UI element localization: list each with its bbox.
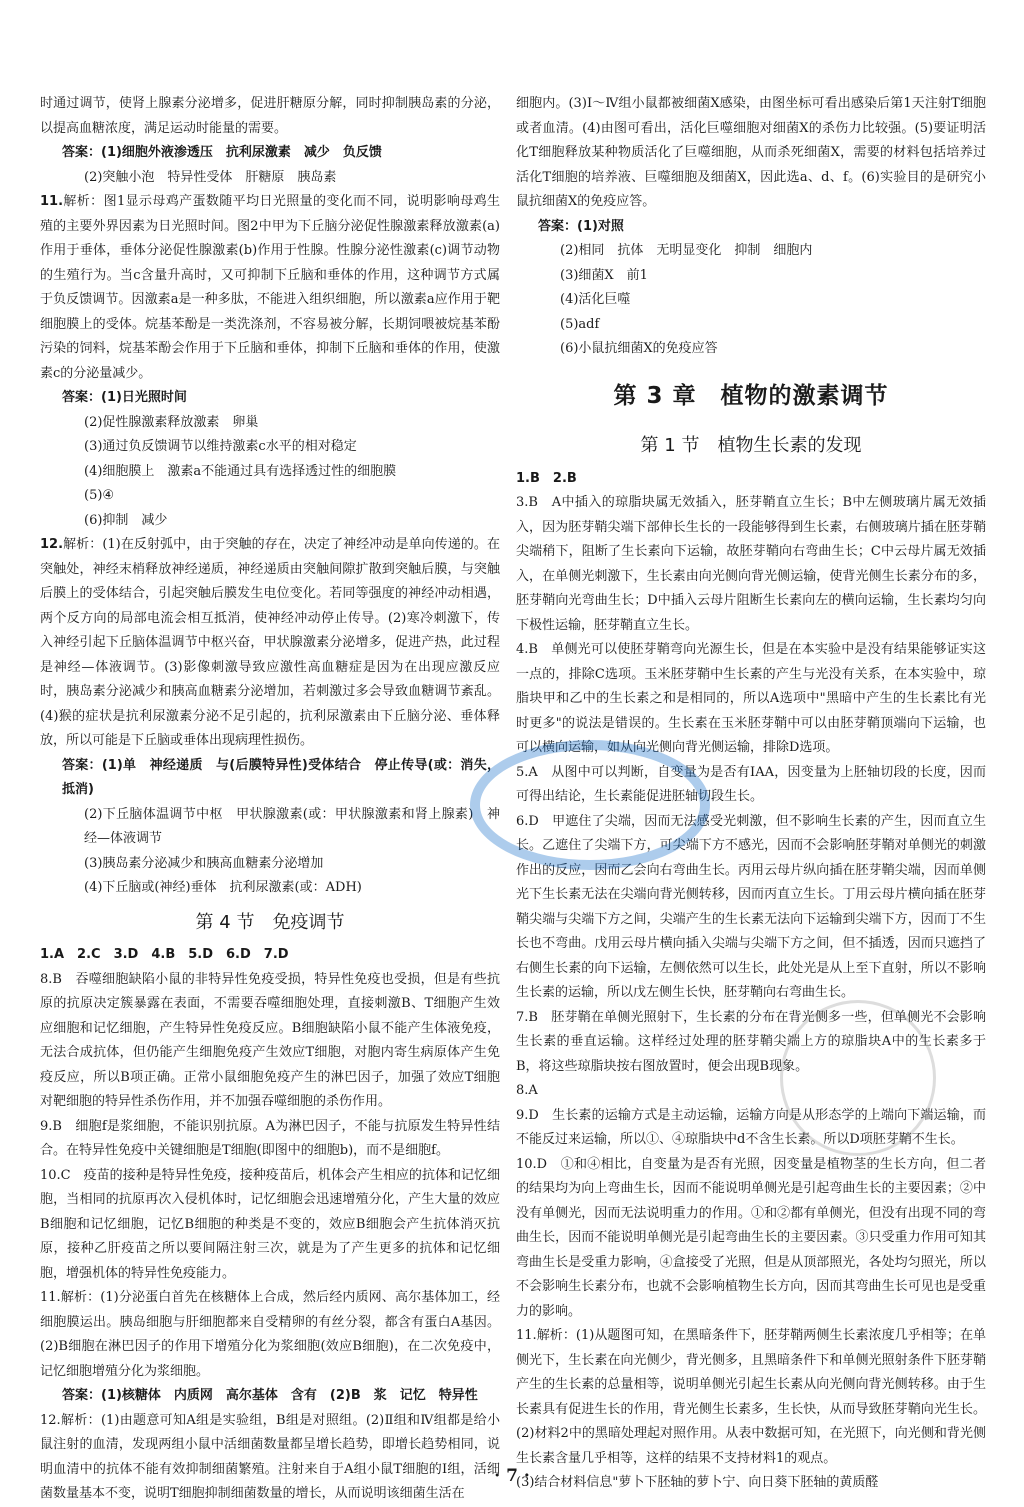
answer: (6)抑制 减少 [84, 512, 168, 528]
paragraph: 细胞内。(3)Ⅰ～Ⅳ组小鼠都被细菌X感染，由图坐标可看出感染后第1天注射T细胞或者血清。(4)由图可看出，活化巨噬细胞对细菌X的杀伤力比较强。(5)要证明活化T细胞释放某种物质活化了巨噬细胞，从而杀死细菌X，需要的材料包括培养过活化T细胞的培养液、巨噬细胞及细菌X，因此选a、d、f。(6)实验目的是研究小鼠抗细菌X的免疫应答。 [516, 96, 986, 209]
answer: 答案：(1)日光照时间 [62, 390, 187, 405]
answer: 答案：(1)单 神经递质 与(后膜特异性)受体结合 停止传导(或：消失，抵消) [62, 757, 500, 797]
section-heading: 第 4 节 免疫调节 [195, 911, 345, 933]
left-column [40, 92, 500, 1507]
question-11-b: 11.解析：(1)分泌蛋白首先在核糖体上合成，然后经内质网、高尔基体加工，经细胞膜运出。胰岛细胞与肝细胞都来自受精卵的有丝分裂，都含有蛋白A基因。(2)B细胞在淋巴因子的作用下增殖分化为浆细胞(效应B细胞)，在二次免疫中，记忆细胞增殖分化为浆细胞。 [40, 1290, 500, 1379]
question-3: 3.B A中插入的琼脂块属无效插入，胚芽鞘直立生长；B中左侧玻璃片属无效插入，因为胚芽鞘尖端下部伸长生长的一段能够得到生长素，右侧玻璃片插在胚芽鞘尖端稍下，阻断了生长素向下运输，故胚芽鞘向右弯曲生长；C中云母片属无效插入，在单侧光刺激下，生长素由向光侧向背光侧运输，使背光侧生长素分布的多，胚芽鞘向光弯曲生长；D中插入云母片阻断生长素向左的横向运输，生长素均匀向下极性运输，胚芽鞘直立生长。 [516, 495, 986, 633]
paragraph: 时通过调节，使肾上腺素分泌增多，促进肝糖原分解，同时抑制胰岛素的分泌，以提高血糖浓度，满足运动时能量的需要。 [40, 96, 500, 136]
answer: 答案：(1)核糖体 内质网 高尔基体 含有 (2)B 浆 记忆 特异性 [62, 1388, 478, 1403]
answer: (2)促性腺激素释放激素 卵巢 [84, 414, 259, 430]
watermark-logo [470, 740, 710, 870]
watermark-stamp [780, 1000, 936, 1156]
answer: (2)下丘脑体温调节中枢 甲状腺激素(或：甲状腺激素和肾上腺素) 神经—体液调节 [84, 806, 500, 846]
answer: (3)细菌X 前1 [560, 267, 648, 283]
question-8: 8.B 吞噬细胞缺陷小鼠的非特异性免疫受损，特异性免疫也受损，但是有些抗原的抗原决定簇暴露在表面，不需要吞噬细胞处理，直接刺激B、T细胞产生效应细胞和记忆细胞，产生特异性免疫反应。B细胞缺陷小鼠不能产生体液免疫，无法合成抗体，但仍能产生细胞免疫产生效应T细胞，对胞内寄生病原体产生免疫反应，所以B项正确。正常小鼠细胞免疫产生的淋巴因子，加强了效应T细胞对靶细胞的特异性杀伤作用，并不加强吞噬细胞的杀伤作用。 [40, 971, 500, 1109]
chapter-heading: 第 3 章 植物的激素调节 [613, 382, 889, 409]
question-11: 11.解析：(1)从题图可知，在黑暗条件下，胚芽鞘两侧生长素浓度几乎相等；在单侧光下，生长素在向光侧少，背光侧多，且黑暗条件下和单侧光照射条件下胚芽鞘产生的生长素的总量相等，说明单侧光引起生长素从向光侧向背光侧转移。由于生长素具有促进生长的作用，背光侧生长素多，生长快，从而导致胚芽鞘向光生长。(2)材料2中的黑暗处理起对照作用。从表中数据可知，在光照下，向光侧和背光侧生长素含量几乎相等，这样的结果不支持材料1的观点。 [516, 1328, 986, 1466]
question-9: 9.D 生长素的运输方式是主动运输，运输方向是从形态学的上端向下端运输，而不能反过来运输，所以①、④琼脂块中d不含生长素。所以D项胚芽鞘不生长。 [516, 1107, 986, 1147]
answer: 答案：(1)细胞外液渗透压 抗利尿激素 减少 负反馈 [62, 145, 382, 160]
answer: (6)小鼠抗细菌X的免疫应答 [560, 341, 718, 356]
answer: (2)相同 抗体 无明显变化 抑制 细胞内 [560, 243, 813, 258]
answer: (4)活化巨噬 [560, 292, 631, 307]
question-7: 7.B 胚芽鞘在单侧光照射下，生长素的分布在背光侧多一些，但单侧光不会影响生长素的垂直运输。这样经过处理的胚芽鞘尖端上方的琼脂块A中的生长素多于B，将这些琼脂块按右图放置时，便会出现B现象。 [516, 1009, 986, 1074]
section-heading: 第 1 节 植物生长素的发现 [640, 435, 862, 456]
question-number: 11. [40, 194, 64, 209]
question-12 [40, 533, 500, 754]
question-text: 解析：图1显示母鸡产蛋数随平均日光照量的变化而不同，说明影响母鸡生殖的主要外界因素为日光照时间。图2中甲为下丘脑分泌促性腺激素释放激素(a)作用于垂体，垂体分泌促性腺激素(b)作用于性腺。性腺分泌性激素(c)调节动物的生殖行为。当c含量升高时，又可抑制下丘脑和垂体的作用，这种调节方式属于负反馈调节。因激素a是一种多肽，不能进入组织细胞，所以激素a应作用于靶细胞膜上的受体。烷基苯酚是一类洗涤剂，不容易被分解，长期饲喂被烷基苯酚污染的饲料，烷基苯酚会作用于下丘脑和垂体，抑制下丘脑和垂体的作用，使激素c的分泌量减少。 [40, 194, 500, 381]
question-9: 9.B 细胞f是浆细胞，不能识别抗原。A为淋巴因子，不能与抗原发生特异性结合。在特异性免疫中关键细胞是T细胞(即图中的细胞b)，而不是细胞f。 [40, 1118, 500, 1158]
question-text: 解析：(1)在反射弧中，由于突触的存在，决定了神经冲动是单向传递的。在突触处，神经末梢释放神经递质，神经递质由突触间隙扩散到突触后膜，与突触后膜上的受体结合，引起突触后膜发生电位变化。若同等强度的神经冲动相遇，两个反方向的局部电流会相互抵消，使神经冲动停止传导。(2)寒冷刺激下，传入神经引起下丘脑体温调节中枢兴奋，甲状腺激素分泌增多，促进产热，此过程是神经—体液调节。(3)影像刺激导致应激性高血糖症是因为在出现应激反应时，胰岛素分泌减少和胰高血糖素分泌增加，若刺激过多会导致血糖调节紊乱。(4)猴的症状是抗利尿激素分泌不足引起的，抗利尿激素由下丘脑分泌、垂体释放，所以可能是下丘脑或垂体出现病理性损伤。 [40, 537, 500, 748]
answer: (4)下丘脑或(神经)垂体 抗利尿激素(或：ADH) [84, 880, 362, 895]
question-11 [40, 190, 500, 386]
question-12-b: 12.解析：(1)由题意可知A组是实验组，B组是对照组。(2)Ⅱ组和Ⅳ组都是给小鼠注射的血清，发现两组小鼠中活细菌数量都呈增长趋势，即增长趋势相同，说明血清中的抗体不能有效抑制细菌繁殖。注射来自于A组小鼠T细胞的Ⅰ组，活细菌数量基本不变，说明T细胞抑制细菌数量的增长，从而说明该细菌生活在 [40, 1412, 500, 1501]
answer: (5)adf [560, 316, 600, 332]
answer: (2)突触小泡 特异性受体 肝糖原 胰岛素 [84, 169, 337, 185]
question-10: 10.D ①和④相比，自变量为是否有光照，因变量是植物茎的生长方向，但二者的结果均为向上弯曲生长，因而不能说明单侧光是引起弯曲生长的主要因素；②中没有单侧光，因而无法说明重力的作用。①和②都有单侧光，但没有出现不同的弯曲生长，因而不能说明单侧光是引起弯曲生长的主要因素。③只受重力作用可知其弯曲生长是受重力影响，④盒接受了光照，但是从顶部照光，各处均匀照光，所以不会影响生长素分布，也就不会影响植物生长方向，因而其弯曲生长可见也是受重力的影响。 [516, 1156, 986, 1319]
answer: (5)④ [84, 488, 115, 503]
question-6: 6.D 甲遮住了尖端，因而无法感受光刺激，但不影响生长素的产生，因而直立生长。乙遮住了尖端下方，可尖端下方不感光，因而不会影响胚芽鞘对单侧光的刺激作出的反应，因而乙会向右弯曲生长。丙用云母片纵向插在胚芽鞘尖端，因而单侧光下生长素无法在尖端向背光侧转移，因而丙直立生长。丁用云母片横向插在胚芽鞘尖端与尖端下方之间，尖端产生的生长素无法向下运输到尖端下方，因而丁不生长也不弯曲。戊用云母片横向插入尖端与尖端下方之间，但不插透，因而只遮挡了右侧生长素的向下运输，左侧依然可以生长，此处光是从上至下直射，所以不影响生长素的运输，所以戊左侧生长快，胚芽鞘向右弯曲生长。 [516, 813, 986, 1000]
answer-list: 1.B 2.B [516, 470, 577, 486]
answer: (4)细胞膜上 激素a不能通过具有选择透过性的细胞膜 [84, 463, 397, 479]
question-4: 4.B 单侧光可以使胚芽鞘弯向光源生长，但是在本实验中是没有结果能够证实这一点的，排除C选项。玉米胚芽鞘中生长素的产生与光没有关系，在本实验中，琼脂块甲和乙中的生长素之和是相同的，所以A选项中"黑暗中产生的生长素比有光时更多"的说法是错误的。生长素在玉米胚芽鞘中可以由胚芽鞘顶端向下运输，也可以横向运输，如从向光侧向背光侧运输，排除D选项。 [516, 642, 986, 755]
answer: (3)胰岛素分泌减少和胰高血糖素分泌增加 [84, 855, 324, 871]
question-8: 8.A [516, 1083, 538, 1098]
answer: 答案：(1)对照 [538, 218, 624, 234]
paragraph: (3)结合材料信息"萝卜下胚轴的萝卜宁、向日葵下胚轴的黄质醛 [516, 1475, 879, 1490]
question-10: 10.C 疫苗的接种是特异性免疫，接种疫苗后，机体会产生相应的抗体和记忆细胞，当相同的抗原再次入侵机体时，记忆细胞会迅速增殖分化，产生大量的效应B细胞和记忆细胞，记忆B细胞的种类是不变的，效应B细胞会产生抗体消灭抗原，接种乙肝疫苗之所以要间隔注射三次，就是为了产生更多的抗体和记忆细胞，增强机体的特异性免疫能力。 [40, 1167, 500, 1281]
question-number: 12. [40, 537, 64, 552]
answer-list: 1.A 2.C 3.D 4.B 5.D 6.D 7.D [40, 947, 289, 962]
answer: (3)通过负反馈调节以维持激素c水平的相对稳定 [84, 439, 357, 454]
question-5: 5.A 从图中可以判断，自变量为是否有IAA，因变量为上胚轴切段的长度，因而可得出结论，生长素能促进胚轴切段生长。 [516, 764, 986, 804]
page-number: · 7 · [494, 1466, 530, 1486]
